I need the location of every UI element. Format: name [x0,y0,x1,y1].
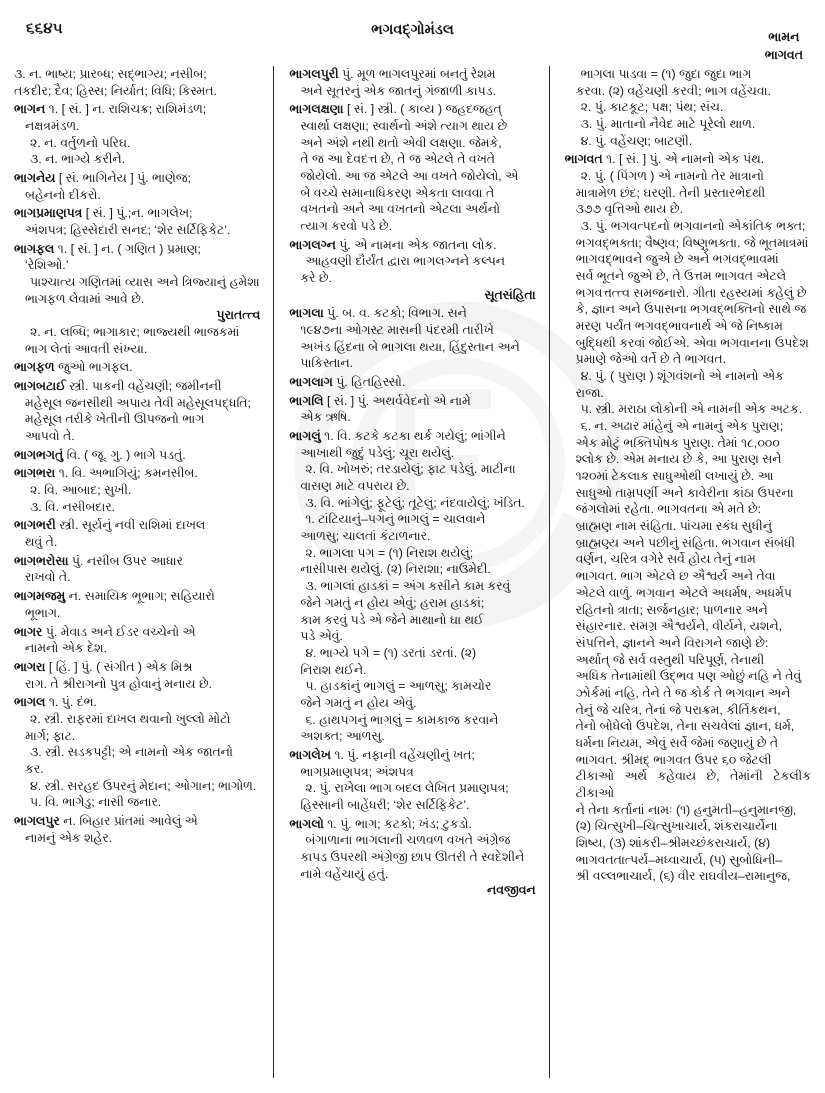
entry-body-line: તેનો બોધેલો ઉપદેશ, તેના સચવેલાં જ્ઞાન, ધર્મ, [575,719,795,734]
entry-body-line: નાસીપાસ થયેલું. (૨) નિરાશા; નાઉમેદી. [300,562,491,577]
entry-body-line: બે વચ્ચે સમાનાધિકરણ એકતા લાવવા તે [300,185,495,200]
dictionary-entry [14,813,260,846]
entry-headword-line: ભાગલું ૧. વિ. કટકે કટકા થર્ક ગયેલું; ભાંગીને [289,429,506,444]
folio-number: ૬૬૪૫ [26,20,63,37]
entry-sense-line: ૪. પું. વહેંચણ; બાટણી. [580,133,693,148]
entry-body-line: માત્રામેળ છંદ; ઘરણી. તેની પ્રસ્તારભેદથી [575,185,766,200]
entry-continuation [565,66,811,149]
entry-headword-line: ભાગબટાઈ સ્ત્રી. પાકની વહેંચણી; જમીનની [14,379,222,394]
entry-body-line: સંપત્તિને, જ્ઞાનને અને વિરાગને જાણે છે: [575,635,769,650]
dictionary-entry [289,747,535,814]
entry-body-line: સ્વાર્થા લક્ષણા; સ્વાર્થનો અંશે ત્યાગ થાય છે [300,119,508,134]
entry-body-line: ભગવત્તત્ત્વ સમજનારો. ગીતા રહસ્યમાં કહેલું છે [575,285,807,300]
entry-body-line: ટીકાઓ અર્થ કહેવાય છે, તેમાંની ટેકલીક ટીકાઓ [575,769,811,800]
entry-headword-line: ભાગલક્ષણા [ સં. ] સ્ત્રી. ( કાવ્ય ) જહદજહત્ [289,102,502,117]
entry-sense-line: ૩. વિ. નસીબદાર. [30,499,116,514]
entry-sense-line: ૨. ન. લબ્ધિ; ભાગાકાર; ભાજ્યથી ભાજકમાં [30,325,240,340]
entry-citation: નવજીવન [487,883,536,898]
dictionary-entry [14,241,260,358]
column-divider-1 [273,66,274,1078]
entry-body-line: પાકિસ્તાન. [300,356,354,371]
entry-sense-line: ૩. સ્ત્રી. સડકપટ્ટી; એ નામનો એક જાતનો [30,745,233,760]
entry-headword-line: ભાગફલ ૧. [ સં. ] ન. ( ગણિત ) પ્રમાણ; [14,241,201,256]
dictionary-entry [565,151,811,885]
entry-sense-line: ૪. પું. ( પુરાણ ) શૂંગવંશનો એ નામનો એક [580,369,784,384]
entry-body-line: રાખવો તે. [25,570,71,585]
entry-body-line: અંશપત્ર; હિસ્સેદારી સનદ; ‘શેર સર્ટિફિકેટ’. [25,223,231,238]
headword: ભાગવત [564,152,603,167]
entry-body-line: નક્ષત્રમંડળ. [25,119,80,134]
dictionary-entry [14,465,260,515]
entry-headword-line: ભાગનેય [ સં. ભાગિનેય ] પું. ભાણેજ; [14,171,191,186]
headword: ભાગલેખ [289,747,331,762]
entry-sense-line: ૩. પું. માતાનો નૈવેદ માટે પૂરેલો થાળ. [580,117,756,132]
entry-body-line: સર્વ ભૂતને જુએ છે, તે ઉત્તમ ભાગવત એટલે [575,269,787,284]
entry-headword-line: ભાગલ ૧. પું. દંભ. [14,695,97,710]
entry-body-line: વર્ણન, ચરિત્ર વગેરે સર્વે હોય તેનું નામ [575,552,756,567]
dictionary-entry [14,101,260,168]
entry-body-line: મહેસૂલ તરીકે ખેતીની ઊપજનો ભાગ [25,412,205,427]
entry-sense-line: ૪. સ્ત્રી. સરહદ ઉપરનું મેદાન; ઓગાન; ભાગોળ. [30,778,257,793]
catchword-block [765,28,803,64]
entry-body-line: ધર્મના નિયમ, એવું સર્વે જેમાં જણાયું છે તે [575,735,779,750]
entry-sense-line: પાશ્ચાત્ય ગણિતમાં વ્યાસ અને ત્રિજ્યાનું હમેશા [30,275,260,290]
entry-headword-line: ભાગલાગ પું. હિતહિસ્સો. [289,375,406,390]
entry-body-line: હિસ્સાની બાહેંધરી; ‘શેર સર્ટિફિકેટ’. [300,797,470,812]
entry-sense-line: ૨. ન. વર્તુળનો પરિઘ. [30,135,131,150]
entry-sense-line: ૩. વિ. ભાંગેલું; ફૂટેલું; તૂટેલું; નંદવાયેલું; ખંડિત. [305,495,525,510]
entry-sense-line: ૬. હાથપગનું ભાગલું = કામકાજ કરવાને [305,712,499,727]
entry-sense-line: ભાગલા પાડવા = (૧) જુદા જુદા ભાગ [580,67,752,81]
entry-headword-line: ભાગલા પું. બ. વ. કટકો; વિભાગ. સને [289,306,467,321]
entry-body-line: અશક્ત; આળસુ. [300,729,385,744]
dictionary-entry [289,237,535,304]
headword: ભાગભરી [14,518,56,533]
entry-sense-line: ૩. પું. ભગવત્પદનો ભગવાનનો એકાંતિક ભક્ત; [580,219,806,234]
dictionary-entry [289,428,535,745]
dictionary-entry [14,359,260,376]
entry-body-line: રહિતનો ત્રાતા; સર્જનહાર; પાળનાર અને [575,602,768,617]
entry-body-line: મરણ પર્યંત ભગવદ્ભાવનાર્થ એ જે નિષ્કામ [575,319,783,334]
headword: ભાગલ [14,695,46,710]
entry-body-line: ને તેના કર્તાનાં નામઃ (૧) હનુમતી–હનુમાનજી, [575,802,797,817]
running-head [14,20,811,66]
entry-body-line: નિરાશ થઈને. [300,662,367,677]
entry-headword-line: ભાગલો ૧. પું. ભાગ; કટકો; ખંડ; ટુકડો. [289,816,472,831]
dictionary-entry [14,659,260,692]
page-title: ભગવદ્ગોમંડલ [371,22,454,38]
entry-headword-line: ભાગવત ૧. [ સં. ] પું. એ નામનો એક પંથ. [564,152,765,167]
headword: ભાગલપુરી [289,67,339,81]
entry-body-line: અને સૂતરનું એક જાતનું ગંજાળી કાપડ. [300,83,496,98]
entry-body-line: ભગવદ્ભક્તા; વૈષ્ણવ; વિષ્ણુભક્તા. જે ભૂતમાત્રમાં [575,235,809,250]
entry-body-line: શિષ્ય, (૩) શાંકરી–શ્રીમચ્છંકરાચાર્ય, (૪) [575,835,771,850]
text-column-1 [14,66,269,1078]
entry-sense-line: ૩. ભાગલાં હાડકાં = અંગ કસીને કામ કરવું [305,579,511,594]
entry-headword-line: ભાગભરોસા પું. નસીબ ઉપર આધાર [14,553,183,568]
entry-headword-line: ભાગર પું. મેવાડ અને ઈડર વચ્ચેનો એ [14,624,196,639]
headword: ભાગફળ [14,360,55,375]
entry-body-line: વાસણ માટે વપરાય છે. [300,479,410,494]
entry-body-line: નામનો એક દેશ. [25,641,107,656]
headword: ભાગભગતું [14,447,64,462]
headword: ભાગનેય [14,171,56,186]
headword: ભાગલું [289,429,321,444]
catchword-top: ભામન [768,30,800,44]
dictionary-entry [14,447,260,464]
entry-body-line: અર્થાત્ જે સર્વ વસ્તુથી પરિપૂર્ણ, તેનાથી [575,652,765,667]
entry-headword-line: ભાગલેખ ૧. પું. નફાની વહેંચણીનું ખત; [289,747,475,762]
entry-body-line: નામનું એક શહેર. [25,830,113,845]
dictionary-entry [14,624,260,657]
headword: ભાગમજમુ [14,589,66,604]
headword: ભાગર [14,624,43,639]
entry-body-line: મહેસૂલ જનસીથી અપાય તેવી મહેસૂલપદ્ધતિ; [25,395,251,410]
entry-body-line: ભાગફળ લેવામાં આવે છે. [25,291,145,306]
headword: ભાગલપુર [14,813,60,828]
entry-sense-line: ૨. ભાગલા પગ = (૧) નિરાશ થયેલું; [305,545,474,560]
entry-sense-line: ૨. પું. રાખેલા ભાગ બદલ લેખિત પ્રમાણપત્ર; [305,781,509,796]
headword: ભાગફલ [14,241,55,256]
entry-body-line: જેને ગમતું ન હોય એવું; હરામ હાડકાં; [300,595,485,610]
dictionary-entry [289,305,535,372]
dictionary-entry [14,588,260,621]
entry-headword-line: ભાગલપુર ન. બિહાર પ્રાંતમાં આવેલું એ [14,813,198,828]
entry-headword-line: ભાગપ્રમાણપત્ર [ સં. ] પું.;ન. ભાગલેખ; [14,206,193,221]
entry-body-line: આળસુ; ચાલતાં કંટાળનાર. [300,529,431,544]
entry-body-line: થવું તે. [25,535,58,550]
entry-headword-line: ભાગભરા ૧. વિ. અભાગિયું; કમનસીબ. [14,466,198,481]
dictionary-entry [289,101,535,234]
entry-body-line: કરવા. (૨) વહેંચણી કરવી; ભાગ વહેંચવા. [575,83,772,98]
dictionary-entry [14,170,260,203]
entry-body-line: ૧૨૦માં ટેકલાક સાધુઓથી લખાયું છે. આ [575,469,774,484]
entry-body-line: ભાગવદ્ભાવને જુએ છે અને ભગવદ્ભાવમાં [575,252,779,267]
entry-body-line: અખંડ હિંદના બે ભાગલા થયા, હિંદુસ્તાન અને [300,339,520,354]
entry-headword-line: ભાગરા [ હિં. ] પું. ( સંગીત ) એક મિશ્ર [14,659,193,674]
entry-body-line: પ્રમાણે જેઓ વર્તે છે તે ભાગવત. [575,352,727,367]
entry-sense-line: ૨. પું. ( પિંગળ ) એ નામનો તેર માત્રાનો [580,169,765,184]
entry-body-line: ૧૯૪૭ના ઓગસ્ટ માસની પંદરમી તારીખે [300,323,494,338]
entry-headword-line: ભાગલપુરી પું. મૂળ ભાગલપુરમાં બનતું રેશમ [289,67,496,81]
entry-body-line: તેનું જે ચરિત્ર, તેનાં જે પરાક્રમ, કીર્તિકથન, [575,702,781,717]
headword: ભાગલાગ [289,375,333,390]
entry-body-line: ત્યાગ કરવો પડે છે. [300,219,392,234]
entry-line: ૩. ન. ભાષ્ય; પ્રારબ્ધ; સદ્ભાગ્ય; નસીબ; [14,67,207,81]
entry-body-line: પડે એવું. [300,629,343,644]
entry-sense-line: ૪. ભાગ્યે પગે = (૧) ડરતાં ડરતાં. (૨) [305,645,477,660]
entry-headword-line: ભાગફળ જુઓ ભાગફલ. [14,360,133,375]
entry-body-line: તે જ આ દેવદત્ત છે, તે જ એટલે તે વખતે [300,152,495,167]
entry-body-line: બુદ્ધિથી કરવાં જોઈએ. એવા ભગવાનના ઉપદેશ [575,335,809,350]
entry-body-line: ભાગ લેતાં આવતી સંખ્યા. [25,341,148,356]
entry-body-line: રાગ. તે શ્રીરાગનો પુત્ર હોવાનું મનાય છે. [25,676,212,691]
headword: ભાગલિ [289,393,324,408]
entry-body-line: કર. [25,761,44,776]
entry-body-line: કે, જ્ઞાન અને ઉપાસના ભગવદ્ભક્તિનો સાથે જ [575,302,807,317]
headword: ભાગલા [289,306,324,321]
entry-body-line: ભાગવતતાત્પર્ય–મધ્વાચાર્ય, (૫) સુબોધિની– [575,852,783,867]
entry-body-line: એટલે વાળું. ભગવાન એટલે અધર્મષ, અધર્મપ [575,585,792,600]
entry-body-line: સંહારનાર. સમગ્ર ઐશ્વર્યને, વીર્યને, યશને, [575,619,783,634]
entry-body-line: આખાથી જુદું પડેલું; ચૂરા થયેલું. [300,445,455,460]
entry-sense-line: ૧. ટાંટિયાનું–પગનું ભાગલું = ચાલવાને [305,512,486,527]
entry-body-line: બહેનનો દીકરો. [25,187,101,202]
column-divider-2 [549,66,550,1078]
entry-body-line: કરે છે. [300,271,332,286]
entry-body-line: ઝોર્કમાં નહિ, તેને તે જ કોર્ક તે ભગવાન અને [575,685,791,700]
entry-body-line: શ્લોક છે. એમ મનાય છે કે, આ પુરાણ સને [575,452,782,467]
entry-line: તકદીર; દૈવ; હિસ્સ; નિર્યાત; વિધિ; કિસ્મત. [14,83,217,98]
entry-body-line: શ્રી વલ્લભાચાર્ય, (૬) વીર રાઘવીય–રામાનુજ, [575,869,791,884]
headword: ભાગબટાઈ [14,379,66,394]
entry-body-line: સાધુઓ તામ્રપર્ણી અને કાવેરીના કાંઠા ઉપરના [575,485,794,500]
entry-headword-line: ભાગન ૧. [ સં. ] ન. રાશિચક્ર; રાશિમંડળ; [14,102,207,117]
entry-headword-line: ભાગભગતું વિ. ( જૂ. ગુ. ) ભાગે પડતું. [14,447,186,462]
dictionary-entry [14,205,260,238]
entry-body-line: એક મોટું ભક્તિપોષક પુરાણ. તેમાં ૧૮,૦૦૦ [575,435,780,450]
headword: ભાગન [14,102,46,117]
entry-body-line: ૩૭૭ વૃત્તિઓ થાય છે. [575,202,683,217]
entry-body-line: બ્રાહ્મણ નામ સંહિતા. પાંચમા સ્કંધ સુધીનું [575,519,772,534]
headword: ભાગલગ્ન [289,237,336,252]
entry-body-line: ‘રેશિઓ.’ [25,258,69,273]
entry-body-line: કામ કરવું પડે એ જેને માથાનો ઘા થઈ [300,612,484,627]
entry-headword-line: ભાગલિ [ સં. ] પું. અથર્વવેદનો એ નામે [289,393,471,408]
headword: ભાગભરા [14,466,56,481]
dictionary-entry [289,816,535,899]
entry-body-line: ભાગપ્રમાણપત્ર; અંશપત્ર [300,764,414,779]
entry-body-line: રાજા. [575,385,604,400]
headword: ભાગલક્ષણા [289,102,344,117]
dictionary-entry [14,553,260,586]
entry-body-line: અને અંશે નથી થતો એવી લક્ષણા. જેમકે, [300,135,502,150]
entry-body-line: (૨) ચિત્સુખી–ચિત્સુખાચાર્ય, શંકરાચાર્યેના [575,819,778,834]
dictionary-entry [14,517,260,550]
entry-body-line: જંગલોમાં રહેતા. ભાગવતના એ મતે છે: [575,502,762,517]
headword: ભાગલો [289,816,324,831]
entry-body-line: જેને ગમતું ન હોય એવું. [300,695,417,710]
dictionary-entry [289,374,535,391]
entry-headword-line: ભાગલગ્ન પું. એ નામના એક જાતના લોક. [289,237,497,252]
headword: ભાગપ્રમાણપત્ર [14,206,83,221]
entry-body-line: ભાગવત. શ્રીમદ્ ભાગવત ઉપર ૬૦ જેટલી [575,752,772,767]
entry-headword-line: ભાગમજમુ ન. સમાયિક ભૂભાગ; સહિયારો [14,589,215,604]
entry-body-line: કાપડ ઉપરથી અંગ્રેજી છાપ ઊતરી તે સ્વદેશીને [300,849,525,864]
entry-sense-line: ૫. વિ. ભાગેડુ; નાસી જનાર. [30,795,162,810]
entry-sense-line: આહવણી દૌર્યંત દ્વારા ભાગલગ્નને કલ્પન [305,254,505,269]
entry-sense-line: ૫. હાડકાંનું ભાગલું = આળસુ; કામચોર [305,679,492,694]
entry-body-line: આપવો તે. [25,429,75,444]
headword: ભાગભરોસા [14,553,69,568]
text-column-2 [278,66,544,1078]
entry-sense-line: ૬. ન. અઢાર માંહેનું એ નામનું એક પુરાણ; [580,419,784,434]
entry-body-line: અધિક તેનામાંથી ઉદ્ભવ પણ ઓછું નહિ ને તેવું [575,669,802,684]
entry-sense-line: ૨. પું. કાટકૂટ; પક્ષ; પંથ; સંચ. [580,100,724,115]
entry-sense-line: ૨. સ્ત્રી. રાફરમાં દાખલ થવાનો ખુલ્લો મોટો [30,711,231,726]
entry-body-line: જોયેલો. આ જ એટલે આ વખતે જોયેલો, એ [300,169,519,184]
entry-body-line: વખતનો અને આ વખતનો એટલા અર્થનો [300,202,501,217]
entry-sense-line: ૨. વિ. આબાદ; સુખી. [30,483,132,498]
headword: ભાગરા [14,659,46,674]
entry-sense-line: ૫. સ્ત્રી. મરાઠા લોકોની એ નામની એક અટક. [580,402,803,417]
dictionary-entry [289,66,535,99]
entry-body-line: ભૂભાગ. [25,605,61,620]
entry-body-line: બ્રાહ્મણ્ય અને પછીનું સંહિતા. ભગવાન સંબંધી [575,535,795,550]
dictionary-entry [14,694,260,811]
entry-citation: પુરાતત્ત્વ [216,308,261,323]
entry-body-line: ભાગવત. ભાગ એટલે છ ઐશ્વર્ય અને તેવા [575,569,776,584]
dictionary-entry [14,378,260,445]
dictionary-entry [289,393,535,426]
entry-body-line: નામે વહેંચાયું હતું. [300,866,389,881]
entry-citation: સૂતસંહિતા [484,287,536,302]
entry-headword-line: ભાગભરી સ્ત્રી. સૂર્યનું નવી રાશિમાં દાખલ [14,518,206,533]
entry-body-line: માર્ગ; ફાટ. [25,728,76,743]
entry-continuation [14,66,260,99]
text-column-3 [554,66,811,1078]
catchword-bottom: ભાગવત [764,48,803,63]
entry-sense-line: બંગાળાના ભાગલાની ચળવળ વખતે અંગ્રેજ [305,833,511,848]
entry-sense-line: ૨. વિ. ખોખરું; તરડાયેલું; ફાટ પડેલું. માટીના [305,462,516,477]
entry-sense-line: ૩. ન. ભાગ્યે કરીને. [30,152,126,167]
entry-body-line: એક ઋષિ. [300,410,351,425]
column-container [14,66,811,1078]
